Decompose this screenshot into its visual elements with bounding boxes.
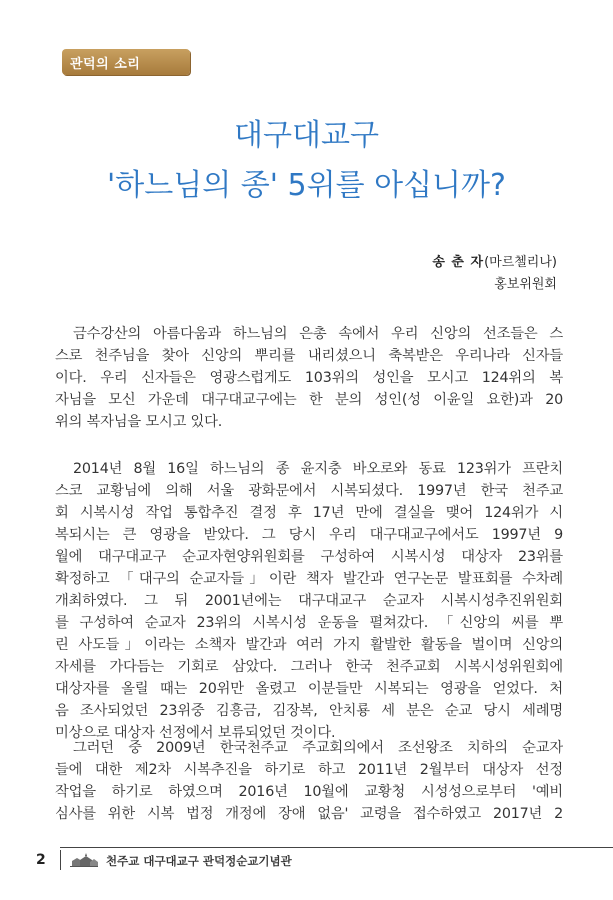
text-line: 확정하고 「대구의 순교자들」이란 책자 발간과 연구논문 발표회를 수차례 <box>55 571 563 587</box>
text-line: 금수강산의 아름다움과 하느님의 은총 속에서 우리 신앙의 선조들은 스 <box>73 326 563 342</box>
text-line: 2014년 8월 16일 하느님의 종 윤지충 바오로와 동료 123위가 프란치 <box>73 461 563 477</box>
paragraph-2 <box>55 458 563 744</box>
text-line: 스로 천주님을 찾아 신앙의 뿌리를 내리셨으니 축복받은 우리나라 신자들 <box>55 348 563 364</box>
text-line: 음 조사되었던 23위중 김흥금, 김장복, 안치룡 세 분은 순교 당시 세례명 <box>55 703 563 719</box>
text-line: 들에 대한 제2차 시복추진을 하기로 하고 2011년 2월부터 대상자 선정 <box>55 762 563 778</box>
section-label: 관덕의 소리 <box>62 49 190 75</box>
text-line: 자님을 모신 가운데 대구대교구에는 한 분의 성인(성 이윤일 요한)과 20 <box>55 392 563 408</box>
text-line: 개최하였다. 그 뒤 2001년에는 대구대교구 순교자 시복시성추진위원회 <box>55 593 563 609</box>
text-line: 그러던 중 2009년 한국천주교 주교회의에서 조선왕조 치하의 순교자 <box>73 740 563 756</box>
title-line-1: 대구대교구 <box>234 118 379 153</box>
paragraph-3 <box>55 737 563 825</box>
page-number: 2 <box>36 852 46 868</box>
footer-divider <box>60 847 613 848</box>
author-line <box>432 252 557 274</box>
title-line-2: '하느님의 종' 5위를 아십니까? <box>107 168 506 203</box>
author-baptismal-name: (마르첼리나) <box>484 255 557 270</box>
text-line: 린 사도들」이라는 소책자 발간과 여러 가지 활발한 활동을 벌이며 신앙의 <box>55 637 563 653</box>
footer-separator <box>60 850 61 870</box>
text-line: 스코 교황님에 의해 서울 광화문에서 시복되셨다. 1997년 한국 천주교 <box>55 483 563 499</box>
byline <box>432 252 557 296</box>
text-line: 이다. 우리 신자들은 영광스럽게도 103위의 성인을 모시고 124위의 복 <box>55 370 563 386</box>
text-line: 위의 복자님을 모시고 있다. <box>55 414 223 430</box>
paragraph-1 <box>55 323 563 433</box>
text-line: 복되시는 큰 영광을 받았다. 그 당시 우리 대구대교구에서도 1997년 9 <box>55 527 563 543</box>
publication-name: 천주교 대구대교구 관덕정순교기념관 <box>106 854 292 868</box>
text-line: 심사를 위한 시복 법정 개정에 장애 없음' 교령을 접수하였고 2017년 2 <box>55 806 563 822</box>
author-role: 홍보위원회 <box>494 277 557 292</box>
church-building-icon <box>68 852 100 868</box>
author-name: 송 춘 자 <box>432 255 485 270</box>
text-line: 회 시복시성 작업 통합추진 결정 후 17년 만에 결실을 맺어 124위가 시 <box>55 505 563 521</box>
text-line: 월에 대구대교구 순교자현양위원회를 구성하여 시복시성 대상자 23위를 <box>55 549 563 565</box>
text-line: 를 구성하여 순교자 23위의 시복시성 운동을 펼쳐갔다. 「신앙의 씨를 뿌 <box>55 615 563 631</box>
text-line: 자세를 가다듬는 기회로 삼았다. 그러나 한국 천주교회 시복시성위원회에 <box>55 659 563 675</box>
text-line: 미상으로 대상자 선정에서 보류되었던 것이다. <box>55 725 336 741</box>
text-line: 대상자를 올릴 때는 20위만 올렸고 이분들만 시복되는 영광을 얻었다. 처 <box>55 681 563 697</box>
text-line: 작업을 하기로 하였으며 2016년 10월에 교황청 시성성으로부터 '예비 <box>55 784 563 800</box>
